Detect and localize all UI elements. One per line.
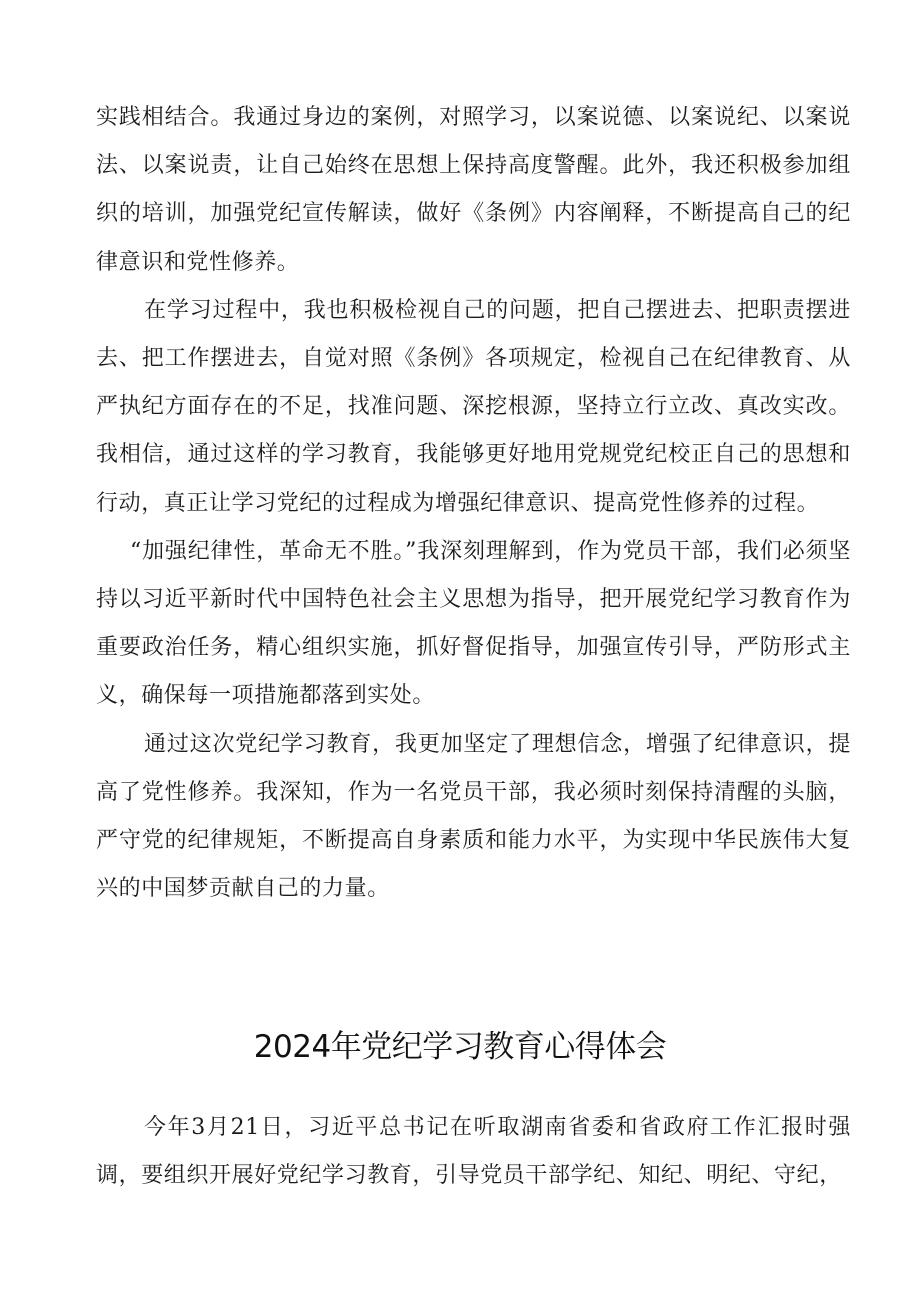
paragraph-self-examination: 在学习过程中，我也积极检视自己的问题，把自己摆进去、把职责摆进去、把工作摆进去，自觉对照《条例》各项规定，检视自己在纪律教育、从严执纪方面存在的不足，找准问题、深挖根源，坚持立行立改、真改实改。我相信，通过这样的学习教育，我能够更好地用党规党纪校正自己的思想和行动，真正让学习党纪的过程成为增强纪律意识、提高党性修养的过程。 [96,297,851,516]
paragraph-intro: 今年3月21日，习近平总书记在听取湖南省委和省政府工作汇报时强调，要组织开展好党纪学习教育，引导党员干部学纪、知纪、明纪、守纪， [96,1115,851,1189]
paragraph-continued: 实践相结合。我通过身边的案例，对照学习，以案说德、以案说纪、以案说法、以案说责，让自己始终在思想上保持高度警醒。此外，我还积极参加组织的培训，加强党纪宣传解读，做好《条例》内容阐释，不断提高自己的纪律意识和党性修养。 [96,105,851,275]
previous-article-body [96,94,851,913]
paragraph-conclusion: 通过这次党纪学习教育，我更加坚定了理想信念，增强了纪律意识，提高了党性修养。我深知，作为一名党员干部，我必须时刻保持清醒的头脑，严守党的纪律规矩，不断提高自身素质和能力水平，为实现中华民族伟大复兴的中国梦贡献自己的力量。 [96,731,851,902]
section-title: 2024年党纪学习教育心得体会 [253,1029,667,1065]
new-article-body [96,1104,851,1200]
paragraph-discipline-quote: “加强纪律性，革命无不胜。”我深刻理解到，作为党员干部，我们必须坚持以习近平新时代中国特色社会主义思想为指导，把开展党纪学习教育作为重要政治任务，精心组织实施，抓好督促指导，加强宣传引导，严防形式主义，确保每一项措施都落到实处。 [96,538,851,709]
